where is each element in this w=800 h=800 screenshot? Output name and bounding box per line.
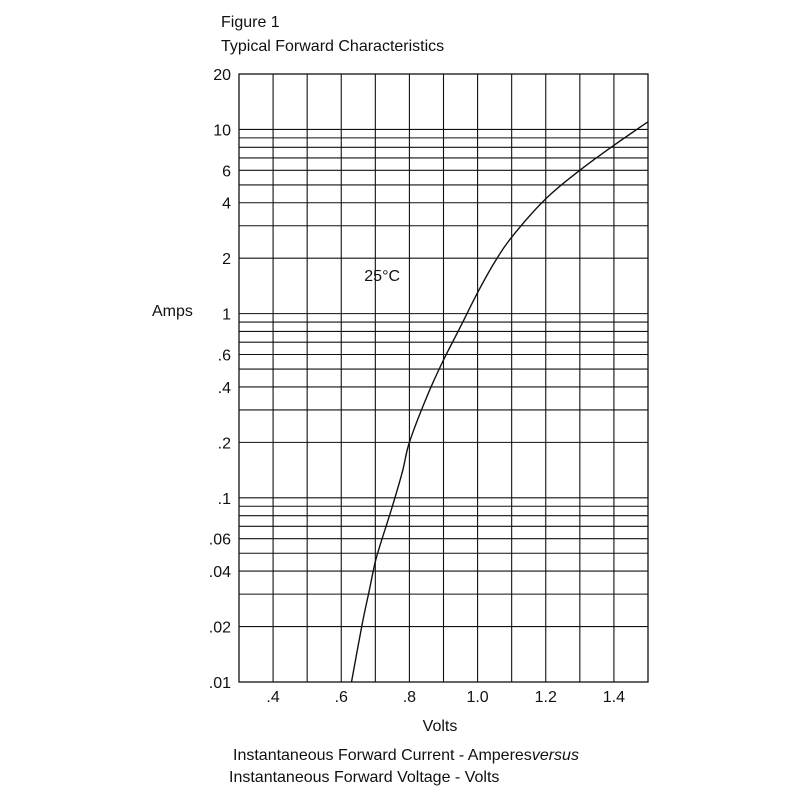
y-axis-label: Amps bbox=[152, 303, 193, 320]
x-tick-label: .4 bbox=[266, 689, 280, 706]
chart-title: Typical Forward Characteristics bbox=[221, 38, 445, 55]
x-axis-label: Volts bbox=[422, 718, 458, 735]
x-tick-labels bbox=[266, 689, 625, 706]
x-tick-label: .8 bbox=[402, 689, 417, 706]
y-tick-label: 2 bbox=[222, 251, 231, 269]
series-layer bbox=[352, 122, 649, 682]
y-tick-labels bbox=[209, 67, 231, 692]
caption-versus: versus bbox=[531, 747, 579, 764]
x-tick-label: .6 bbox=[334, 689, 348, 706]
y-tick-label: .4 bbox=[217, 379, 231, 397]
figure-label: Figure 1 bbox=[221, 14, 280, 31]
y-tick-label: .1 bbox=[217, 490, 231, 508]
y-tick-label: .2 bbox=[217, 435, 231, 453]
x-tick-label: 1.4 bbox=[602, 689, 626, 706]
x-tick-label: 1.0 bbox=[466, 689, 489, 706]
temperature-annotation: 25°C bbox=[364, 268, 401, 286]
y-tick-label: .02 bbox=[208, 619, 231, 637]
y-tick-label: 1 bbox=[222, 306, 231, 324]
y-tick-label: 6 bbox=[222, 163, 231, 181]
y-tick-label: .6 bbox=[217, 347, 231, 365]
y-tick-label: 10 bbox=[213, 122, 231, 140]
caption-line-1 bbox=[233, 747, 579, 764]
forward-curve-25c bbox=[352, 122, 649, 682]
y-tick-label: .06 bbox=[208, 531, 231, 549]
y-tick-label: .01 bbox=[208, 675, 231, 692]
x-tick-label: 1.2 bbox=[534, 689, 557, 706]
annotation-layer bbox=[364, 268, 400, 285]
y-tick-label: .04 bbox=[208, 564, 231, 582]
caption-line-2: Instantaneous Forward Voltage - Volts bbox=[229, 769, 500, 786]
caption-line-1-text: Instantaneous Forward Current - Amperes bbox=[233, 747, 532, 764]
y-tick-label: 20 bbox=[213, 67, 231, 84]
y-tick-label: 4 bbox=[222, 195, 231, 213]
